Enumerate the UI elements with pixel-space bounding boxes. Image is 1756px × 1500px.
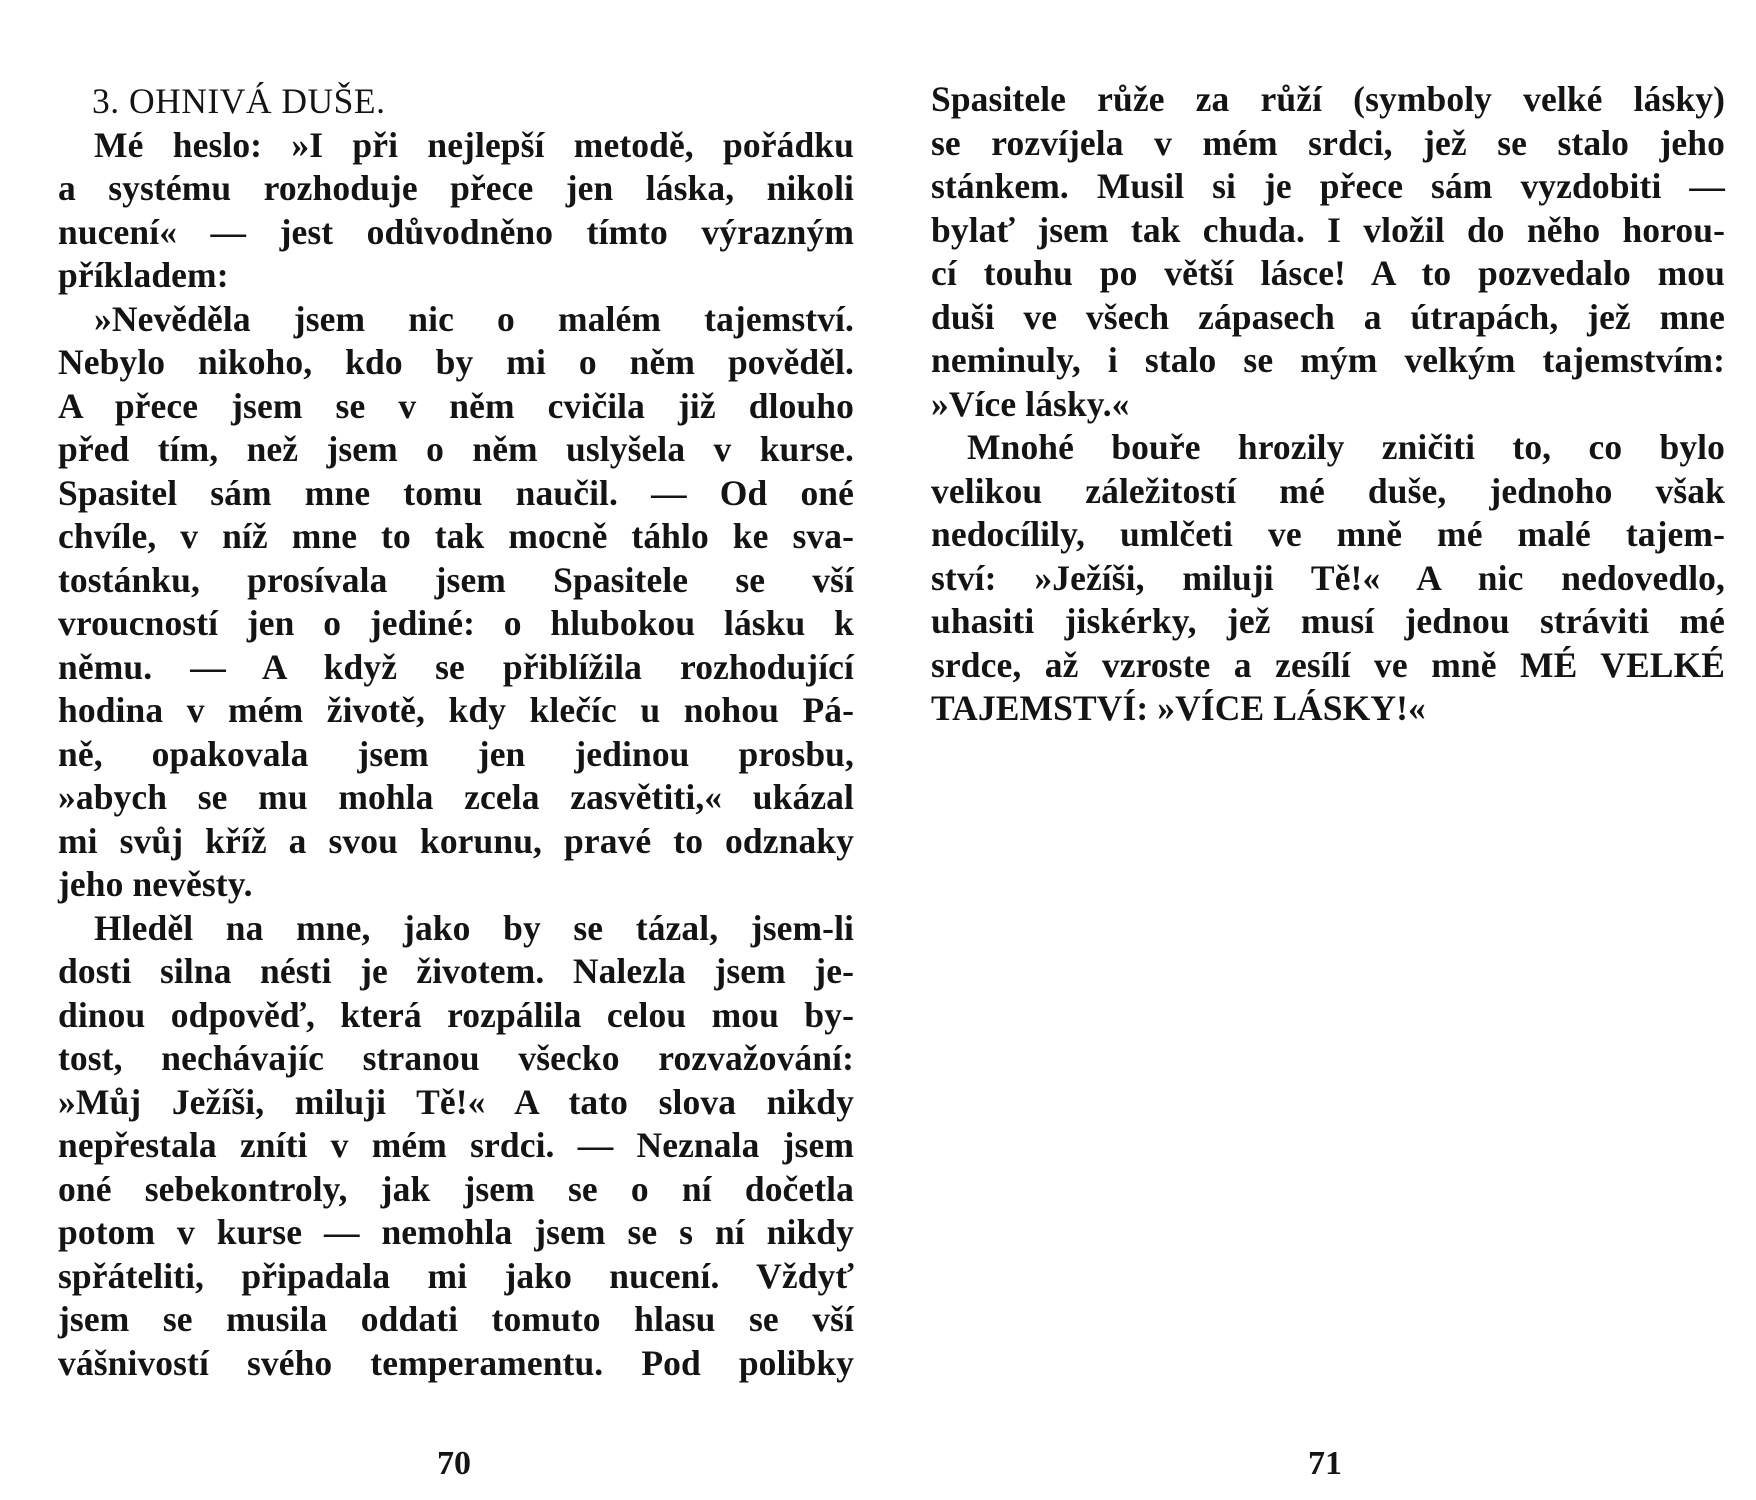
text-line: jsem se musila oddati tomuto hlasu se vší bbox=[58, 1299, 854, 1339]
text-line: bylať jsem tak chuda. I vložil do něho horou- bbox=[931, 209, 1725, 250]
text-line: potom v kurse — nemohla jsem se s ní nikdy bbox=[58, 1212, 854, 1252]
text-line: Hleděl na mne, jako by se tázal, jsem-li bbox=[94, 907, 854, 948]
text-line: a systému rozhoduje přece jen láska, nikoli bbox=[58, 168, 854, 208]
text-line: nepřestala zníti v mém srdci. — Neznala jsem bbox=[58, 1125, 854, 1165]
text-line: dosti silna nésti je životem. Nalezla jsem je- bbox=[58, 951, 854, 991]
text-line: Mnohé bouře hrozily zničiti to, co bylo bbox=[967, 427, 1725, 467]
text-line: »Více lásky.« bbox=[931, 383, 1130, 424]
right-page bbox=[878, 0, 1756, 1500]
text-line: před tím, než jsem o něm uslyšela v kurse. bbox=[58, 429, 854, 469]
text-line: hodina v mém životě, kdy klečíc u nohou Pá- bbox=[58, 690, 854, 730]
text-line: ství: »Ježíši, miluji Tě!« A nic nedovedlo, bbox=[931, 557, 1725, 598]
text-line: tostánku, prosívala jsem Spasitele se vší bbox=[58, 559, 854, 600]
text-line: se rozvíjela v mém srdci, jež se stalo jeho bbox=[931, 122, 1725, 163]
text-line: nedocílily, umlčeti ve mně mé malé tajem- bbox=[931, 514, 1725, 554]
text-line: Mé heslo: »I při nejlepší metodě, pořádku bbox=[94, 124, 854, 165]
text-line: nucení« — jest odůvodněno tímto výrazným bbox=[58, 211, 854, 252]
text-line: velikou záležitostí mé duše, jednoho však bbox=[931, 470, 1725, 511]
text-line: mi svůj kříž a svou korunu, pravé to odznaky bbox=[58, 820, 854, 861]
right-page-text bbox=[931, 78, 1725, 731]
text-line: vroucností jen o jediné: o hlubokou lásku k bbox=[58, 603, 854, 643]
text-line: stánkem. Musil si je přece sám vyzdobiti — bbox=[931, 166, 1725, 206]
text-line: oné sebekontroly, jak jsem se o ní dočetla bbox=[58, 1168, 854, 1209]
text-line: uhasiti jiskérky, jež musí jednou stráviti mé bbox=[931, 601, 1725, 641]
text-line: A přece jsem se v něm cvičila již dlouho bbox=[58, 385, 854, 426]
text-line: němu. — A když se přiblížila rozhodující bbox=[58, 646, 854, 687]
text-line: ně, opakovala jsem jen jedinou prosbu, bbox=[58, 733, 854, 774]
text-line: »Můj Ježíši, miluji Tě!« A tato slova nikdy bbox=[58, 1081, 854, 1122]
text-line: jeho nevěsty. bbox=[58, 864, 253, 904]
text-line: Spasitele růže za růží (symboly velké lásky) bbox=[931, 79, 1725, 119]
text-line: Nebylo nikoho, kdo by mi o něm pověděl. bbox=[58, 342, 854, 382]
text-line: chvíle, v níž mne to tak mocně táhlo ke sva- bbox=[58, 516, 854, 556]
text-line: dinou odpověď, která rozpálila celou mou by- bbox=[58, 994, 854, 1035]
chapter-heading: 3. OHNIVÁ DUŠE. bbox=[92, 81, 386, 121]
text-line: cí touhu po větší lásce! A to pozvedalo mou bbox=[931, 253, 1725, 293]
text-line: duši ve všech zápasech a útrapách, jež mne bbox=[931, 296, 1725, 337]
text-line: Spasitel sám mne tomu naučil. — Od oné bbox=[58, 472, 854, 513]
text-line: »Nevěděla jsem nic o malém tajemství. bbox=[94, 298, 854, 339]
text-line: »abych se mu mohla zcela zasvětiti,« ukázal bbox=[58, 777, 854, 817]
text-line: srdce, až vzroste a zesílí ve mně MÉ VELKÉ bbox=[931, 644, 1725, 685]
page-number-left: 70 bbox=[437, 1445, 471, 1482]
text-line: neminuly, i stalo se mým velkým tajemstvím: bbox=[931, 340, 1725, 380]
page-number-right: 71 bbox=[1308, 1445, 1342, 1482]
text-line: TAJEMSTVÍ: »VÍCE LÁSKY!« bbox=[931, 688, 1426, 728]
left-page-text bbox=[58, 80, 854, 1385]
text-line: tost, nechávajíc stranou všecko rozvažování: bbox=[58, 1038, 854, 1078]
text-line: spřáteliti, připadala mi jako nucení. Vždyť bbox=[58, 1255, 854, 1296]
text-line: vášnivostí svého temperamentu. Pod polibky bbox=[58, 1342, 854, 1383]
text-line: příkladem: bbox=[58, 255, 229, 295]
